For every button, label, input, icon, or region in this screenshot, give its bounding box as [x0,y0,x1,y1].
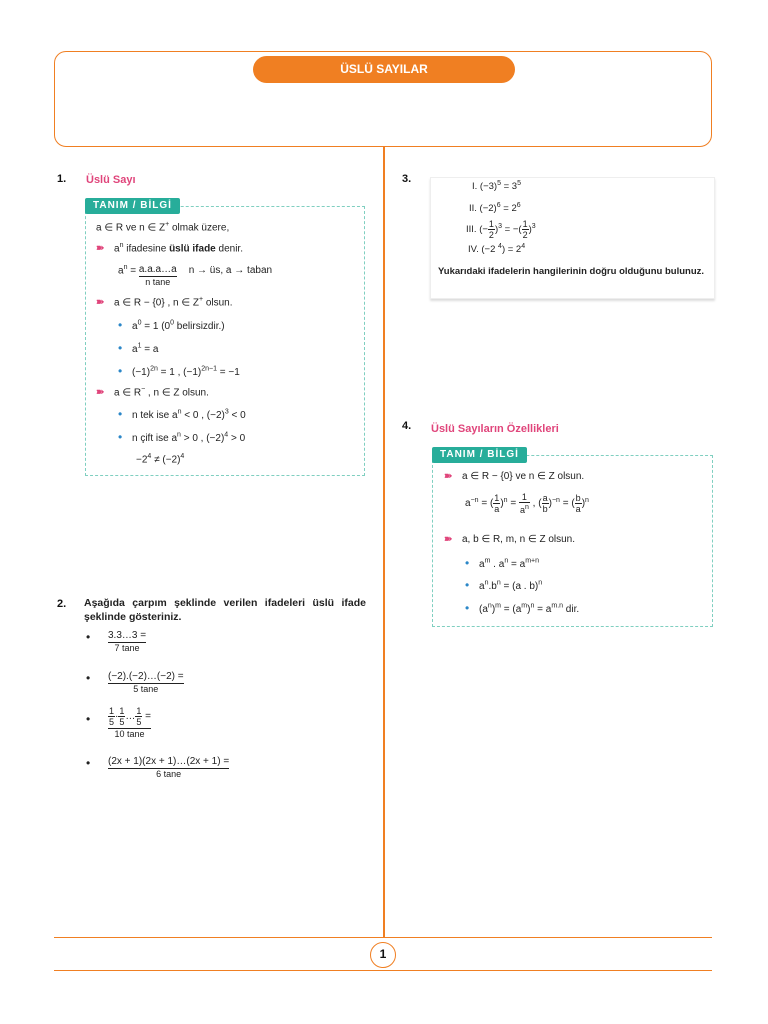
s4-line-3: ➽ a, b ∈ R, m, n ∈ Z olsun. [444,534,576,545]
section-1-number: 1. [57,173,67,185]
bullet-icon: • [465,578,470,592]
s3-item-4: IV. (−2 $^4) = 2^4$ [468,243,526,256]
s1-bullet-1: • $a^0 = 1$ ($0^0$ belirsizdir.) [118,318,225,332]
s4-prop-2: • $a^n.b^n = (a$ . b)$^n$ [465,578,543,592]
arrow-icon: ➽ [96,297,105,309]
bullet-icon: • [465,601,470,615]
s1-bullet-5: • n çift ise $a^n > 0$ , $(-2)^4 > 0$ [118,430,246,444]
s2-item-1: • $\frac{3.3\dots 3 =}{7 \tan e}$ [86,630,147,653]
s3-item-2: II. $(-2)^6 = 2^6$ [469,202,521,215]
bullet-icon: • [118,341,123,355]
s1-line-4: ➽ a ∈ R − {0} , n ∈ Z+ olsun. [96,296,233,309]
bullet-icon: • [118,318,123,332]
bullet-icon: • [118,407,123,421]
s1-line-2: ➽ $a^n$ ifadesine üslü ifade denir. [96,242,243,255]
bullet-icon: • [86,630,91,644]
section-2-prompt: Aşağıda çarpım şeklinde verilen ifadeleri üslü ifade şeklinde gösteriniz. [84,597,366,623]
s1-bullet-3: • $(-1)^{2n} = 1$ , $(-1)^{2n-1} = -1$ [118,364,240,378]
s1-line-6: $-2^4 \ne (-2)^4$ [136,453,185,466]
s2-item-2: • $\frac{(-2).(-2)\dots(-2) =}{5 \tan e}$ [86,671,184,694]
s4-prop-3: • $(a^n)^m = (a^m)^n = a^{m.n}$ dir. [465,601,580,615]
section-1-title: Üslü Sayı [86,174,136,186]
definition-tag-1: TANIM / BİLGİ [85,198,180,214]
s3-question: Yukarıdaki ifadelerin hangilerinin doğru olduğunu bulunuz. [438,266,705,277]
bullet-icon: • [465,556,470,570]
bullet-icon: • [118,430,123,444]
arrow-icon: ➽ [444,471,453,482]
section-4-title: Üslü Sayıların Özellikleri [431,423,559,435]
footer-top-rule [54,937,712,938]
definition-tag-2: TANIM / BİLGİ [432,447,527,463]
bullet-icon: • [86,756,91,770]
bullet-icon: • [118,364,123,378]
s3-item-3: III. (− $\frac{1}{2}$ )$^3$ = −( $\frac{1}{2}$ )$^3$ [466,219,536,240]
section-3-number: 3. [402,173,412,185]
arrow-icon: ➽ [96,243,105,255]
page-title: ÜSLÜ SAYILAR [253,56,515,83]
page-number: 1 [370,942,396,968]
s1-bullet-2: • $a^1 = a$ [118,341,159,355]
column-divider [383,147,385,937]
s4-line-1: ➽ a ∈ R − {0} ve n ∈ Z olsun. [444,471,585,482]
bullet-icon: • [86,671,91,685]
s4-line-2: $a^{-n}$ = ( $\frac{1}{a}$ )$^n$ = $\frac{1}{a^n}$ , ( $\frac{a}{b}$ )$^{-n}$ = ( $\frac{b}{a}$ )$^n$ [465,492,589,515]
s2-item-4: • $\frac{(2x + 1)(2x + 1)\dots(2x + 1) =}{6 \tan e}$ [86,756,230,779]
section-2-number: 2. [57,598,67,610]
s1-line-3: $a^n$ = $\frac{a.a.a\dots a}{\text{n tane}}$ n → üs, a → taban [118,264,273,287]
arrow-icon: ➽ [444,534,453,545]
s4-prop-1: • $a^m$ . $a^n = a^{m+n}$ [465,556,539,570]
section-4-number: 4. [402,420,412,432]
bullet-icon: • [86,712,91,726]
s1-line-1: a ∈ R ve n ∈ Z+ olmak üzere, [96,221,230,234]
s1-bullet-4: • n tek ise $a^n < 0$ , $(-2)^3 < 0$ [118,407,246,421]
arrow-icon: ➽ [96,387,105,399]
s3-item-1: I. $(-3)^5 = 3^5$ [472,180,522,193]
s1-line-5: ➽ a ∈ R− , n ∈ Z olsun. [96,386,209,399]
s2-item-3: • $\frac{1}{5}$ · $\frac{1}{5}$ … $\frac{1}{5}$ = 10 tane [86,706,152,739]
footer-bottom-rule [54,970,712,971]
